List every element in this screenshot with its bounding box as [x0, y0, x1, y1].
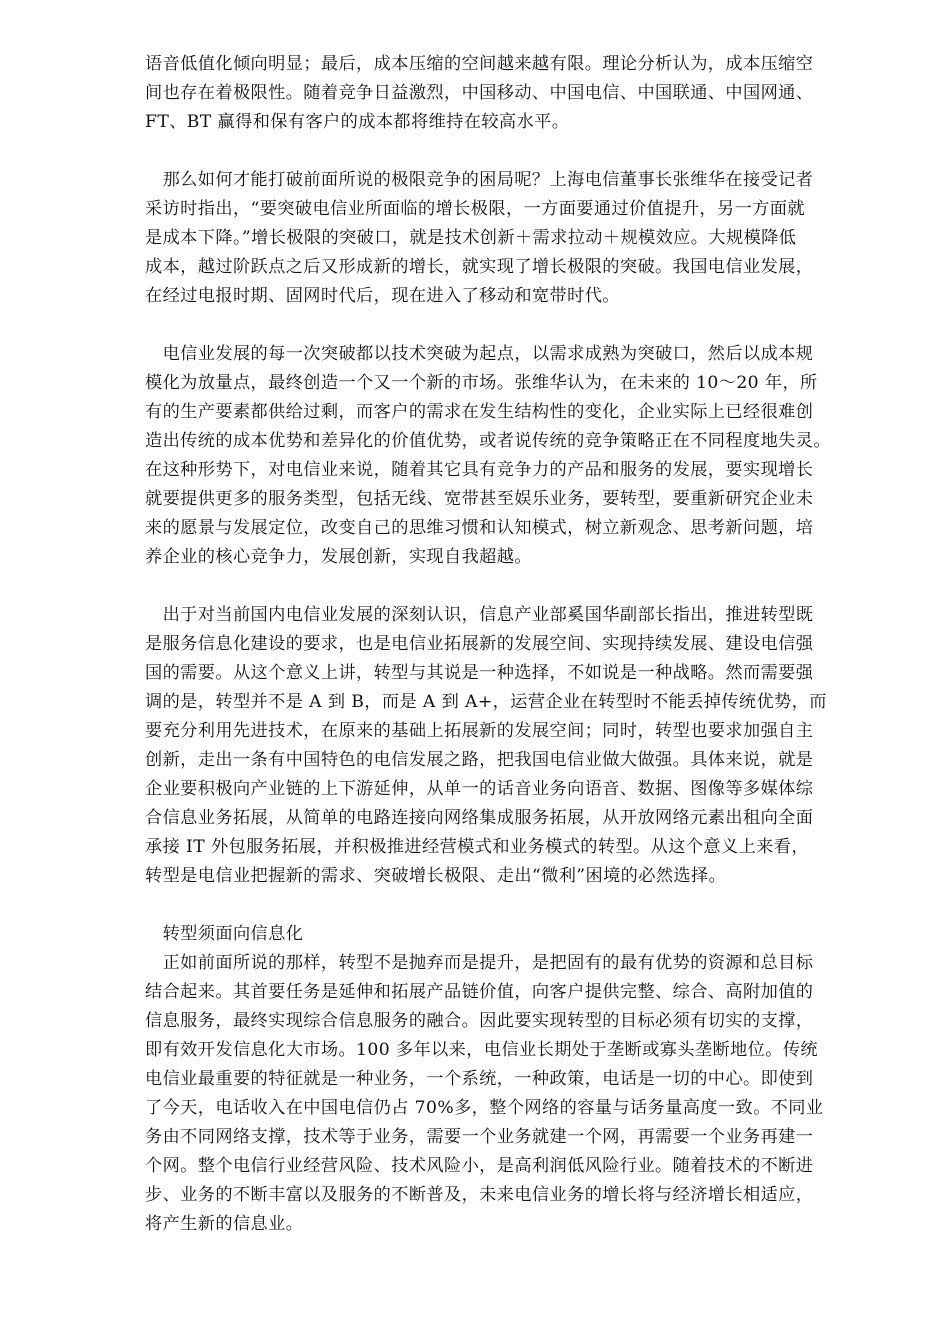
text-line: 即有效开发信息化大市场。100 多年以来，电信业长期处于垄断或寡头垄断地位。传统 — [145, 1040, 819, 1060]
text-line: 创新，走出一条有中国特色的电信发展之路，把我国电信业做大做强。具体来说，就是 — [145, 750, 814, 770]
text-line: 国的需要。从这个意义上讲，转型与其说是一种选择，不如说是一种战略。然而需要强 — [145, 663, 814, 683]
text-line: 模化为放量点，最终创造一个又一个新的市场。张维华认为，在未来的 10～20 年，所 — [145, 373, 818, 393]
text-line: 出于对当前国内电信业发展的深刻认识，信息产业部奚国华副部长指出，推进转型既 — [145, 605, 814, 625]
text-line: 承接 IT 外包服务拓展，并积极推进经营模式和业务模式的转型。从这个意义上来看， — [145, 837, 809, 857]
text-line: 电信业发展的每一次突破都以技术突破为起点，以需求成熟为突破口，然后以成本规 — [145, 344, 814, 364]
text-line: 了今天，电话收入在中国电信仍占 70%多，整个网络的容量与话务量高度一致。不同业 — [145, 1098, 824, 1118]
text-line: 信息服务，最终实现综合信息服务的融合。因此要实现转型的目标必须有切实的支撑， — [145, 1011, 814, 1031]
paragraph — [145, 50, 885, 137]
text-line: 步、业务的不断丰富以及服务的不断普及，未来电信业务的增长将与经济增长相适应， — [145, 1185, 814, 1205]
text-line: 合信息业务拓展，从简单的电路连接向网络集成服务拓展，从开放网络元素出租向全面 — [145, 808, 814, 828]
text-line: 是服务信息化建设的要求，也是电信业拓展新的发展空间、实现持续发展、建设电信强 — [145, 634, 814, 654]
text-line: 结合起来。其首要任务是延伸和拓展产品链价值，向客户提供完整、综合、高附加值的 — [145, 982, 814, 1002]
text-line: 转型是电信业把握新的需求、突破增长极限、走出“微利”困境的必然选择。 — [145, 866, 727, 886]
text-line: 来的愿景与发展定位，改变自己的思维习惯和认知模式，树立新观念、思考新问题，培 — [145, 518, 814, 538]
text-line: 是成本下降。”增长极限的突破口，就是技术创新＋需求拉动＋规模效应。大规模降低 — [145, 228, 797, 248]
paragraph — [145, 920, 885, 1239]
text-line: 那么如何才能打破前面所说的极限竞争的困局呢？上海电信董事长张维华在接受记者 — [145, 170, 814, 190]
paragraph-gap — [145, 891, 885, 920]
paragraph-gap — [145, 137, 885, 166]
text-line: 就要提供更多的服务类型，包括无线、宽带甚至娱乐业务，要转型，要重新研究企业未 — [145, 489, 814, 509]
paragraph — [145, 601, 885, 891]
text-line: 调的是，转型并不是 A 到 B，而是 A 到 A+，运营企业在转型时不能丢掉传统优势，而 — [145, 692, 827, 712]
text-line: 语音低值化倾向明显；最后，成本压缩的空间越来越有限。理论分析认为，成本压缩空 — [145, 54, 814, 74]
section-heading: 转型须面向信息化 — [145, 924, 304, 944]
text-line: 在这种形势下，对电信业来说，随着其它具有竞争力的产品和服务的发展，要实现增长 — [145, 460, 814, 480]
text-line: 个网。整个电信行业经营风险、技术风险小，是高利润低风险行业。随着技术的不断进 — [145, 1156, 814, 1176]
text-line: FT、BT 赢得和保有客户的成本都将维持在较高水平。 — [145, 112, 570, 132]
paragraph-gap — [145, 572, 885, 601]
text-line: 养企业的核心竞争力，发展创新，实现自我超越。 — [145, 547, 532, 567]
text-line: 要充分利用先进技术，在原来的基础上拓展新的发展空间；同时，转型也要求加强自主 — [145, 721, 814, 741]
document-page — [145, 50, 885, 1239]
paragraph-gap — [145, 311, 885, 340]
text-line: 企业要积极向产业链的上下游延伸，从单一的话音业务向语音、数据、图像等多媒体综 — [145, 779, 814, 799]
text-line: 有的生产要素都供给过剩，而客户的需求在发生结构性的变化，企业实际上已经很难创 — [145, 402, 814, 422]
paragraph — [145, 166, 885, 311]
text-line: 电信业最重要的特征就是一种业务，一个系统，一种政策，电话是一切的中心。即使到 — [145, 1069, 814, 1089]
text-line: 间也存在着极限性。随着竞争日益激烈，中国移动、中国电信、中国联通、中国网通、 — [145, 83, 814, 103]
text-line: 采访时指出，“要突破电信业所面临的增长极限，一方面要通过价值提升，另一方面就 — [145, 199, 805, 219]
text-line: 将产生新的信息业。 — [145, 1214, 304, 1234]
text-line: 成本，越过阶跃点之后又形成新的增长，就实现了增长极限的突破。我国电信业发展， — [145, 257, 814, 277]
text-line: 正如前面所说的那样，转型不是抛弃而是提升，是把固有的最有优势的资源和总目标 — [145, 953, 814, 973]
paragraph — [145, 340, 885, 572]
text-line: 造出传统的成本优势和差异化的价值优势，或者说传统的竞争策略正在不同程度地失灵。 — [145, 431, 831, 451]
text-line: 在经过电报时期、固网时代后，现在进入了移动和宽带时代。 — [145, 286, 620, 306]
text-line: 务由不同网络支撑，技术等于业务，需要一个业务就建一个网，再需要一个业务再建一 — [145, 1127, 814, 1147]
